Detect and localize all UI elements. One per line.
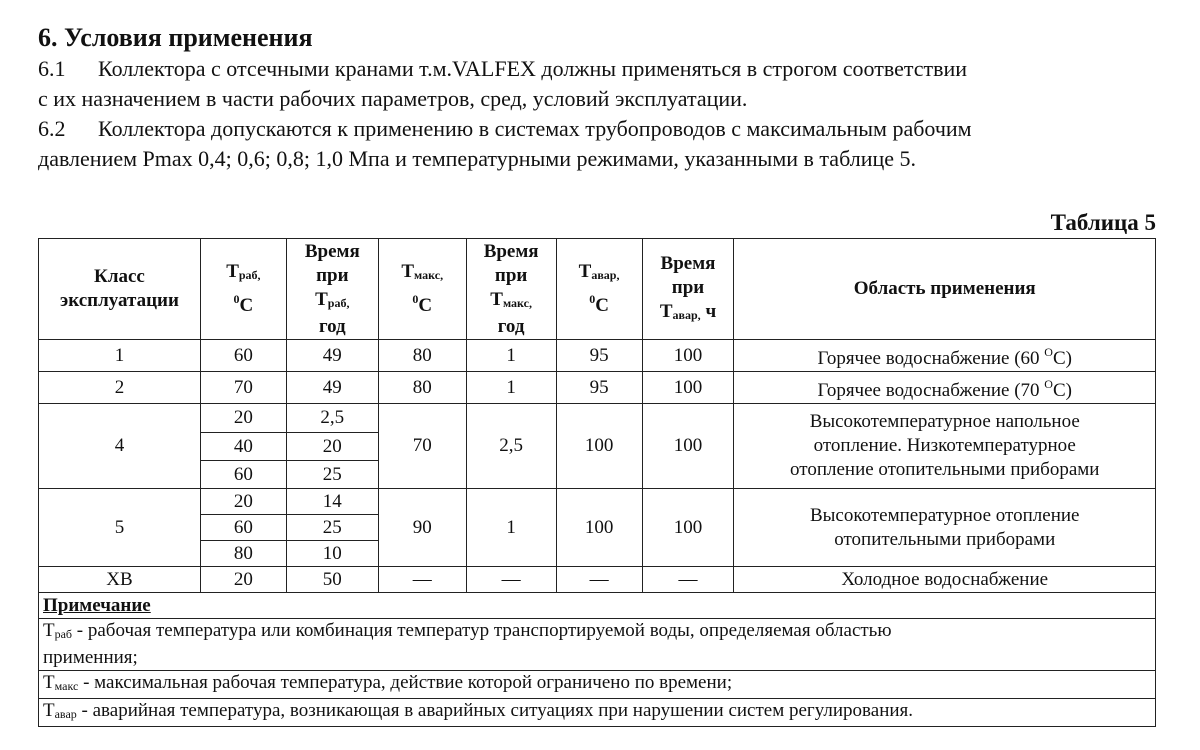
cell-time-tavar: — <box>642 567 734 593</box>
cell-time-tmax: 1 <box>466 372 556 404</box>
cell-time-trab: 2,5 <box>286 404 378 433</box>
cell-trab: 40 <box>200 433 286 461</box>
cell-time-trab: 20 <box>286 433 378 461</box>
cell-tmax: 90 <box>378 489 466 567</box>
note-tmax: $T_{макс}$ - максимальная рабочая температура, действие которой ограничено по времени; <box>39 671 1156 699</box>
cell-time-trab: 49 <box>286 372 378 404</box>
cell-time-tavar: 100 <box>642 404 734 489</box>
section-heading: 6. Условия применения <box>38 23 313 52</box>
cell-tavar: 100 <box>556 404 642 489</box>
cell-time-tmax: 2,5 <box>466 404 556 489</box>
cell-time-tavar: 100 <box>642 489 734 567</box>
cell-trab: 60 <box>200 461 286 489</box>
cell-trab: 70 <box>200 372 286 404</box>
cell-class: 4 <box>39 404 201 489</box>
header-tavar: $T_{авар,}$ $^0$C <box>556 239 642 340</box>
note-row <box>39 619 1156 671</box>
conditions-table <box>38 238 1156 727</box>
note-row <box>39 699 1156 727</box>
cell-trab: 60 <box>200 515 286 541</box>
cell-tavar: 95 <box>556 340 642 372</box>
cell-time-tmax: 1 <box>466 340 556 372</box>
cell-time-trab: 25 <box>286 461 378 489</box>
table-row <box>39 404 1156 433</box>
cell-tavar: — <box>556 567 642 593</box>
table-row <box>39 372 1156 404</box>
header-trab: $T_{раб,}$ $^0$C <box>200 239 286 340</box>
note-row <box>39 671 1156 699</box>
cell-application: Горячее водоснабжение (70 $^O$C) <box>734 372 1156 404</box>
paragraph-6-1-cont: с их назначением в части рабочих параметров, сред, условий эксплуатации. <box>38 86 748 111</box>
cell-time-tavar: 100 <box>642 340 734 372</box>
table-header-row <box>39 239 1156 340</box>
table-row <box>39 489 1156 515</box>
cell-trab: 20 <box>200 489 286 515</box>
note-tavar: $T_{авар}$ - аварийная температура, возникающая в аварийных ситуациях при нарушении систем регулирования. <box>39 699 1156 727</box>
cell-time-trab: 49 <box>286 340 378 372</box>
cell-class: 5 <box>39 489 201 567</box>
paragraph-text: Коллектора с отсечными кранами т.м.VALFEX должны применяться в строгом соответствии <box>98 56 968 81</box>
note-title: Примечание <box>39 593 1156 619</box>
cell-application: Высокотемпературное напольное отопление. Низкотемпературное отопление отопительными приборами <box>734 404 1156 489</box>
table-row <box>39 567 1156 593</box>
header-application: Область применения <box>734 239 1156 340</box>
cell-time-tmax: 1 <box>466 489 556 567</box>
cell-tmax: 80 <box>378 340 466 372</box>
cell-application: Горячее водоснабжение (60 $^O$C) <box>734 340 1156 372</box>
paragraph-6-2-cont: давлением Pmax 0,4; 0,6; 0,8; 1,0 Мпа и температурными режимами, указанными в таблице 5. <box>38 146 917 171</box>
table-row <box>39 340 1156 372</box>
paragraph-number: 6.1 <box>38 56 66 81</box>
cell-time-tmax: — <box>466 567 556 593</box>
cell-trab: 60 <box>200 340 286 372</box>
cell-application: Высокотемпературное отопление отопительными приборами <box>734 489 1156 567</box>
cell-tmax: — <box>378 567 466 593</box>
cell-time-tavar: 100 <box>642 372 734 404</box>
paragraph-text: Коллектора допускаются к применению в системах трубопроводов с максимальным рабочим <box>98 116 972 141</box>
cell-time-trab: 50 <box>286 567 378 593</box>
cell-time-trab: 10 <box>286 541 378 567</box>
cell-trab: 80 <box>200 541 286 567</box>
cell-application: Холодное водоснабжение <box>734 567 1156 593</box>
note-title-row <box>39 593 1156 619</box>
cell-class: 2 <box>39 372 201 404</box>
cell-time-trab: 14 <box>286 489 378 515</box>
section-6 <box>38 22 1158 174</box>
header-time-trab: Время при $T_{раб,}$ год <box>286 239 378 340</box>
note-trab: $T_{раб}$ - рабочая температура или комбинация температур транспортируемой воды, определяемая областью применния; <box>39 619 1156 671</box>
cell-class: 1 <box>39 340 201 372</box>
cell-time-trab: 25 <box>286 515 378 541</box>
table-caption: Таблица 5 <box>1050 210 1156 235</box>
paragraph-6-1 <box>38 54 1158 84</box>
header-class: Класс эксплуатации <box>39 239 201 340</box>
cell-tavar: 100 <box>556 489 642 567</box>
cell-tmax: 80 <box>378 372 466 404</box>
header-tmax: $T_{макс,}$ $^0$C <box>378 239 466 340</box>
paragraph-number: 6.2 <box>38 116 66 141</box>
cell-class: ХВ <box>39 567 201 593</box>
paragraph-6-2 <box>38 114 1158 144</box>
cell-tavar: 95 <box>556 372 642 404</box>
header-time-tmax: Время при $T_{макс,}$ год <box>466 239 556 340</box>
cell-tmax: 70 <box>378 404 466 489</box>
header-time-tavar: Время при $T_{авар,}$ ч <box>642 239 734 340</box>
cell-trab: 20 <box>200 404 286 433</box>
cell-trab: 20 <box>200 567 286 593</box>
